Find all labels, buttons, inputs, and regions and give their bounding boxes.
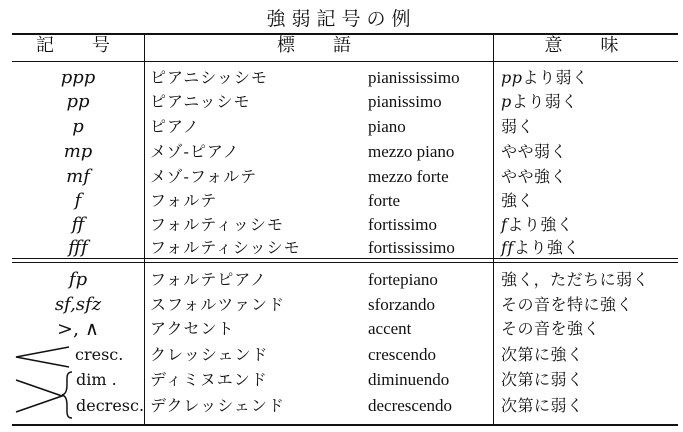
term-ja-cell: ピアニッシモ	[150, 92, 251, 111]
symbol-cell: f	[74, 190, 82, 211]
header-rule	[12, 61, 678, 62]
meaning-cell: 次第に弱く	[501, 396, 584, 415]
term-ja-cell: ピアニシッシモ	[150, 68, 268, 87]
symbol-cell: dim .	[76, 370, 117, 389]
meaning-symbol: p	[501, 92, 512, 111]
symbol-cell: decresc.	[76, 396, 145, 415]
section-double-rule-a	[12, 258, 678, 259]
term-it-cell: pianississimo	[368, 68, 460, 87]
meaning-symbol: ff	[501, 238, 514, 257]
term-ja-cell: アクセント	[150, 319, 235, 338]
header-meaning: 意 味	[544, 35, 629, 56]
meaning-cell	[501, 117, 534, 137]
term-ja-cell: フォルティッシモ	[150, 215, 284, 234]
term-it-cell: diminuendo	[368, 370, 450, 389]
meaning-cell: その音を強く	[501, 319, 601, 338]
term-it-cell: decrescendo	[368, 396, 453, 415]
header-symbol: 記 号	[36, 35, 120, 56]
meaning-cell: その音を特に強く	[501, 295, 634, 314]
meaning-cell	[501, 167, 567, 187]
meaning-cell	[501, 92, 578, 112]
brace-icon	[60, 370, 74, 420]
term-it-cell: crescendo	[368, 345, 436, 364]
meaning-text: より強く	[507, 215, 574, 234]
term-ja-cell: フォルテピアノ	[150, 270, 267, 289]
meaning-text: より弱く	[522, 68, 589, 87]
meaning-text: より弱く	[511, 92, 578, 111]
term-ja-cell: スフォルツァンド	[150, 295, 286, 314]
term-it-cell: fortississimo	[368, 238, 455, 257]
meaning-symbol: pp	[501, 68, 523, 87]
symbol-cell: >, ∧	[57, 318, 99, 340]
term-ja-cell: フォルテ	[150, 191, 218, 210]
term-it-cell: piano	[368, 117, 406, 136]
term-ja-cell: フォルティシッシモ	[150, 238, 301, 257]
meaning-text: 弱く	[501, 117, 535, 136]
crescendo-hairpin-icon	[14, 345, 70, 369]
meaning-cell	[501, 68, 589, 88]
meaning-cell	[501, 191, 534, 211]
meaning-cell: 次第に弱く	[501, 370, 584, 389]
term-ja-cell: メゾ-ピアノ	[150, 142, 240, 161]
column-divider-2	[493, 33, 494, 425]
bottom-rule	[12, 424, 678, 426]
symbol-cell: fff	[68, 237, 88, 258]
meaning-symbol: f	[501, 215, 508, 234]
term-ja-cell: デクレッシェンド	[150, 396, 285, 415]
symbol-cell: ff	[71, 214, 85, 235]
symbol-cell: sf,sfz	[54, 294, 102, 315]
term-it-cell: fortissimo	[368, 215, 437, 234]
section-double-rule-b	[12, 262, 678, 263]
term-it-cell: sforzando	[368, 295, 436, 314]
meaning-cell	[501, 215, 573, 235]
meaning-cell: 強く，ただちに弱く	[501, 270, 650, 289]
symbol-cell: mp	[63, 141, 93, 162]
table-title: 強弱記号の例	[266, 8, 417, 30]
term-it-cell: pianissimo	[368, 92, 442, 111]
column-divider-1	[144, 33, 145, 425]
term-ja-cell: メゾ-フォルテ	[150, 167, 258, 186]
term-it-cell: mezzo forte	[368, 167, 449, 186]
symbol-cell: p	[72, 116, 84, 137]
symbol-cell: fp	[68, 269, 88, 290]
term-it-cell: mezzo piano	[368, 142, 455, 161]
symbol-cell: mf	[66, 166, 90, 187]
meaning-text: 強く	[501, 191, 535, 210]
term-it-cell: fortepiano	[368, 270, 438, 289]
meaning-text: より強く	[513, 238, 580, 257]
term-ja-cell: ピアノ	[150, 117, 200, 136]
symbol-cell: pp	[66, 91, 90, 112]
symbol-cell: cresc.	[75, 345, 124, 364]
meaning-cell	[501, 238, 580, 258]
decrescendo-hairpin-icon	[14, 378, 64, 414]
term-ja-cell: ディミヌエンド	[150, 370, 268, 389]
meaning-cell: 次第に強く	[501, 345, 584, 364]
term-it-cell: accent	[368, 319, 412, 338]
term-it-cell: forte	[368, 191, 401, 210]
meaning-text: やや弱く	[501, 142, 568, 161]
symbol-cell: ppp	[60, 67, 96, 88]
meaning-cell	[501, 142, 567, 162]
meaning-text: やや強く	[501, 167, 568, 186]
header-term: 標 語	[277, 35, 361, 56]
term-ja-cell: クレッシェンド	[150, 345, 269, 364]
